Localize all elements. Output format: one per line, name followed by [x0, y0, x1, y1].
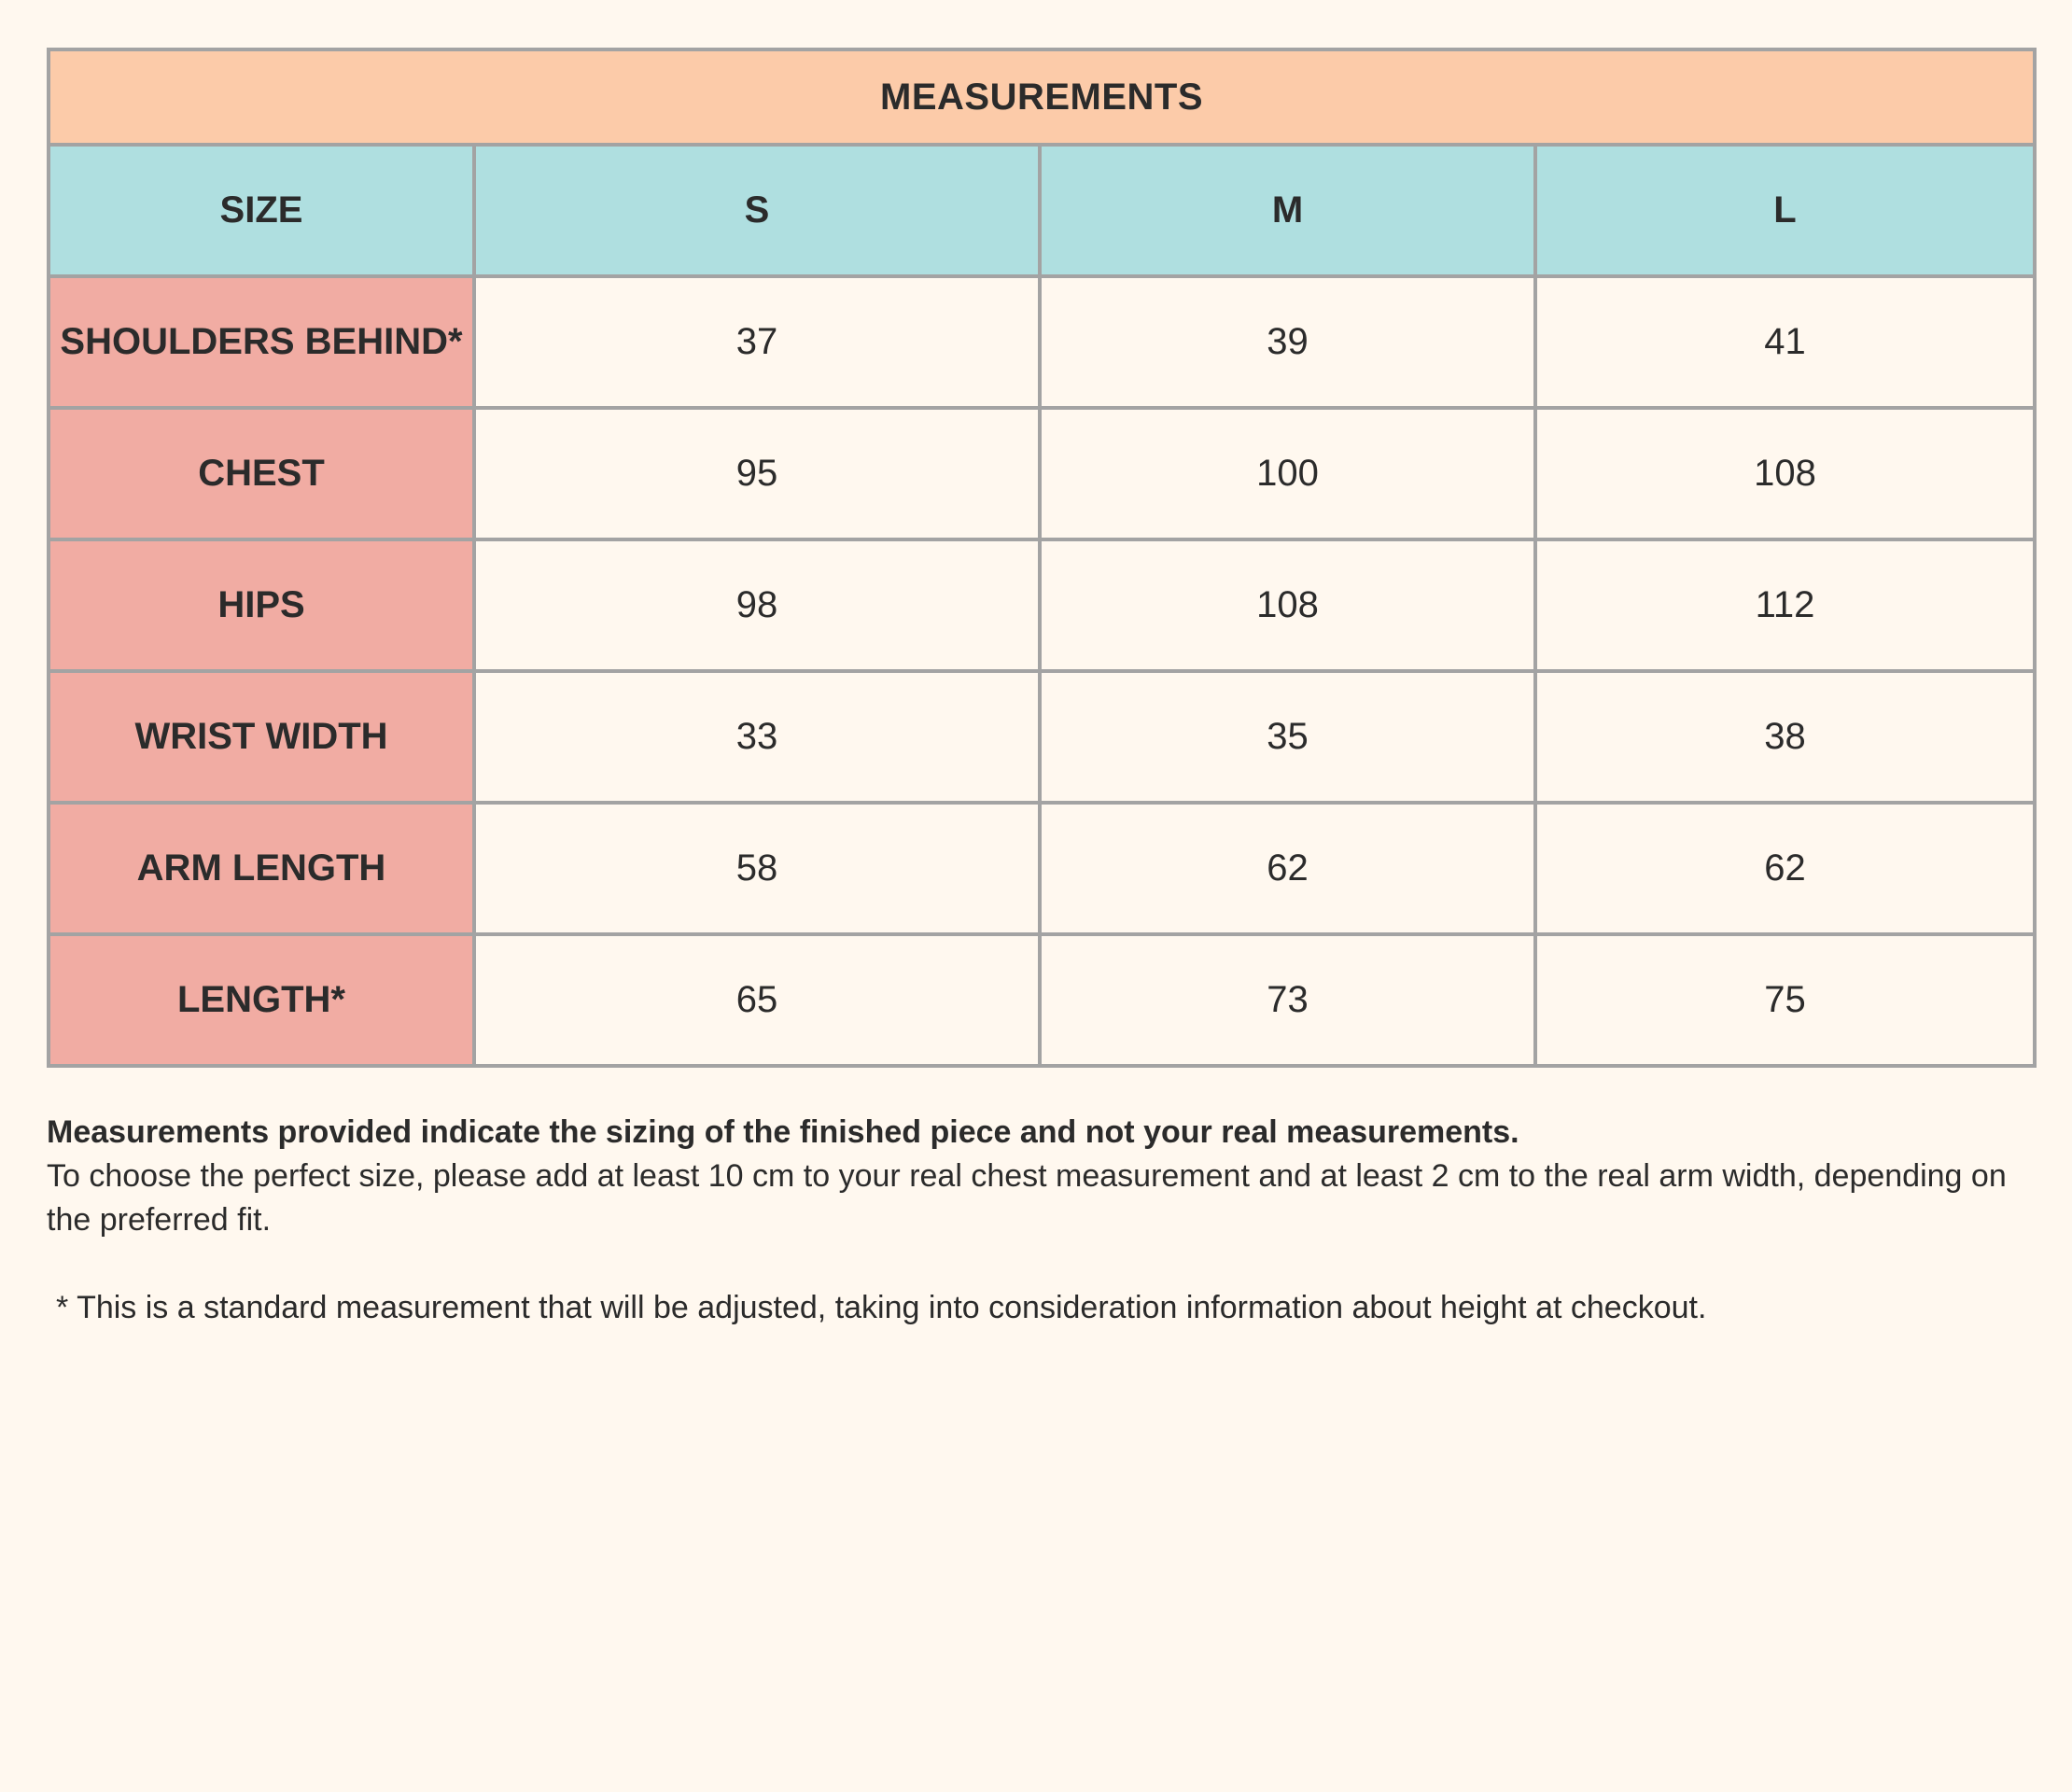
table-cell: 108 — [1535, 408, 2035, 539]
table-row — [49, 276, 2035, 408]
table-cell: 95 — [474, 408, 1040, 539]
table-row — [49, 803, 2035, 934]
table-title: MEASUREMENTS — [49, 49, 2035, 145]
size-chart — [47, 48, 2033, 1330]
table-cell: 62 — [1040, 803, 1535, 934]
table-cell: 65 — [474, 934, 1040, 1066]
table-cell: 38 — [1535, 671, 2035, 803]
table-cell: 39 — [1040, 276, 1535, 408]
row-label-chest: CHEST — [49, 408, 474, 539]
table-cell: 108 — [1040, 539, 1535, 671]
table-cell: 75 — [1535, 934, 2035, 1066]
table-cell: 41 — [1535, 276, 2035, 408]
notes-instruction: To choose the perfect size, please add at least 10 cm to your real chest measurement and at least 2 cm to the real arm width, depending on the preferred fit. — [47, 1158, 2007, 1238]
size-column-s: S — [474, 145, 1040, 276]
table-cell: 37 — [474, 276, 1040, 408]
size-header-row — [49, 145, 2035, 276]
notes-footnote: * This is a standard measurement that will be adjusted, taking into consideration information about height at checkout. — [56, 1290, 1707, 1325]
table-row — [49, 934, 2035, 1066]
row-label-length: LENGTH* — [49, 934, 474, 1066]
table-cell: 35 — [1040, 671, 1535, 803]
table-cell: 112 — [1535, 539, 2035, 671]
table-cell: 98 — [474, 539, 1040, 671]
measurements-table — [47, 48, 2037, 1068]
table-row — [49, 539, 2035, 671]
size-header-label: SIZE — [49, 145, 474, 276]
notes-bold-line: Measurements provided indicate the sizing of the finished piece and not your real measurements. — [47, 1114, 1519, 1150]
row-label-arm-length: ARM LENGTH — [49, 803, 474, 934]
table-cell: 73 — [1040, 934, 1535, 1066]
row-label-shoulders-behind: SHOULDERS BEHIND* — [49, 276, 474, 408]
row-label-wrist-width: WRIST WIDTH — [49, 671, 474, 803]
table-row — [49, 408, 2035, 539]
table-cell: 33 — [474, 671, 1040, 803]
table-cell: 100 — [1040, 408, 1535, 539]
size-column-m: M — [1040, 145, 1535, 276]
row-label-hips: HIPS — [49, 539, 474, 671]
table-cell: 58 — [474, 803, 1040, 934]
table-row — [49, 671, 2035, 803]
size-column-l: L — [1535, 145, 2035, 276]
measurement-notes — [47, 1111, 2033, 1330]
table-cell: 62 — [1535, 803, 2035, 934]
